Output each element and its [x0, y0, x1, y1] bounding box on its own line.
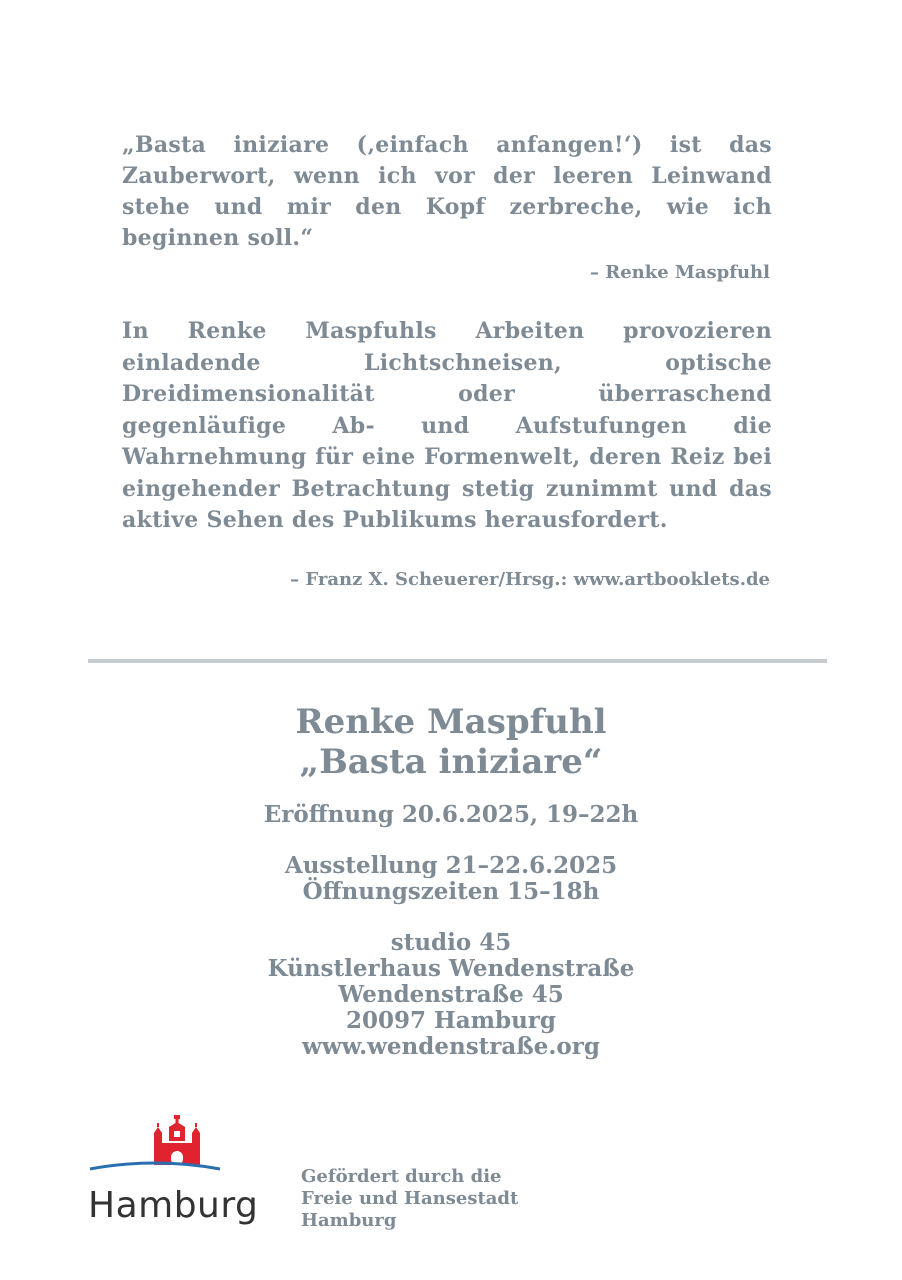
artist-quote: „Basta iniziare (‚einfach anfangen!‘) ist das Zauberwort, wenn ich vor der leeren Leinwand stehe und mir den Kopf zerbreche, wie ich beginnen soll.“: [122, 132, 772, 251]
hamburg-wordmark: Hamburg: [88, 1185, 259, 1226]
venue-street: Wendenstraße 45: [338, 981, 564, 1008]
venue-house: Künstlerhaus Wendenstraße: [267, 955, 635, 982]
essay-attribution: – Franz X. Scheuerer/Hrsg.: www.artbooklets.de: [290, 569, 770, 590]
exhibition-dates: Ausstellung 21–22.6.2025: [284, 852, 618, 879]
funding-line-3: Hamburg: [301, 1210, 397, 1231]
wave-line-icon: [88, 1159, 222, 1173]
funding-line-1: Gefördert durch die: [301, 1166, 502, 1187]
event-title-block: [0, 702, 902, 782]
venue-website: www.wendenstraße.org: [302, 1033, 600, 1060]
venue-address: [0, 930, 902, 1060]
artist-name: Renke Maspfuhl: [295, 702, 607, 742]
quote-attribution: – Renke Maspfuhl: [589, 262, 770, 283]
venue-studio: studio 45: [390, 929, 512, 956]
funding-note: [301, 1166, 621, 1232]
opening-info: [0, 800, 902, 830]
hamburg-logo: [88, 1115, 278, 1230]
essay-text: In Renke Maspfuhls Arbeiten provozieren einladende Lichtschneisen, optische Dreidimensionalität oder überraschend gegenläufige Ab- und Aufstufungen die Wahrnehmung für eine Formenwelt, deren Reiz bei eingehender Betrachtung stetig zunimmt und das aktive Sehen des Publikums herausfordert.: [122, 318, 772, 533]
exhibition-info: [0, 853, 902, 905]
opening-hours: Öffnungszeiten 15–18h: [302, 878, 600, 905]
venue-city: 20097 Hamburg: [346, 1007, 556, 1034]
divider: [88, 659, 827, 663]
funding-line-2: Freie und Hansestadt: [301, 1188, 519, 1209]
exhibition-title: „Basta iniziare“: [299, 742, 603, 782]
opening-date: Eröffnung 20.6.2025, 19–22h: [263, 801, 639, 828]
